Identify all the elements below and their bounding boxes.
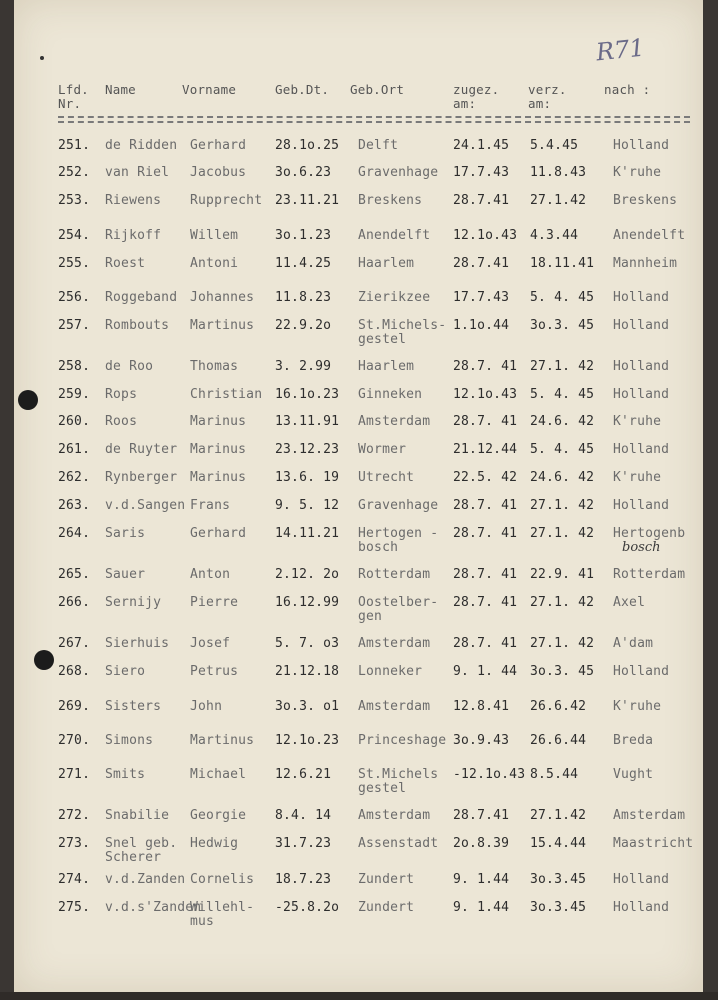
- table-row: [0, 166, 718, 186]
- row-geb-datum: 3. 2.99: [275, 359, 332, 374]
- row-name: de Roo: [105, 359, 154, 374]
- row-geb-datum: 13.6. 19: [275, 470, 340, 485]
- row-vorname: Josef: [190, 636, 231, 651]
- table-header: [0, 82, 718, 111]
- row-geb-datum: 22.9.2o: [275, 318, 332, 333]
- row-geb-datum: 9. 5. 12: [275, 498, 340, 513]
- row-nach: Holland: [613, 664, 670, 679]
- row-number: 264.: [58, 526, 91, 541]
- row-number: 254.: [58, 228, 91, 243]
- row-nach: Holland: [613, 900, 670, 915]
- row-name: de Ruyter: [105, 442, 178, 457]
- row-verzogen: 27.1. 42: [530, 526, 595, 541]
- row-number: 272.: [58, 808, 91, 823]
- row-vorname: Rupprecht: [190, 193, 263, 208]
- row-geb-datum: 16.12.99: [275, 595, 340, 610]
- row-nach: Holland: [613, 290, 670, 305]
- row-vorname: Pierre: [190, 595, 239, 610]
- row-geb-ort: Amsterdam: [358, 414, 431, 429]
- row-geb-datum: 21.12.18: [275, 664, 340, 679]
- row-name: de Ridden: [105, 138, 178, 153]
- row-geb-ort: Breskens: [358, 193, 423, 208]
- row-name: Siero: [105, 664, 146, 679]
- row-geb-datum: 11.4.25: [275, 256, 332, 271]
- row-vorname: Frans: [190, 498, 231, 513]
- row-number: 258.: [58, 359, 91, 374]
- row-geb-datum: 18.7.23: [275, 872, 332, 887]
- row-geb-datum: 13.11.91: [275, 414, 340, 429]
- row-number: 253.: [58, 193, 91, 208]
- table-row: [0, 665, 718, 685]
- header-rule: [58, 116, 690, 118]
- table-row: [0, 526, 718, 555]
- table-row: [0, 595, 718, 624]
- row-geb-ort: Princeshage: [358, 733, 447, 748]
- row-zugezogen: 22.5. 42: [453, 470, 518, 485]
- row-name: Roos: [105, 414, 138, 429]
- row-zugezogen: 17.7.43: [453, 290, 510, 305]
- header-rule: [58, 121, 690, 123]
- table-row: [0, 388, 718, 408]
- row-geb-datum: 31.7.23: [275, 836, 332, 851]
- row-verzogen: 24.6. 42: [530, 414, 595, 429]
- row-geb-datum: 3o.1.23: [275, 228, 332, 243]
- row-geb-datum: 3o.3. o1: [275, 699, 340, 714]
- row-vorname: Martinus: [190, 733, 255, 748]
- row-nach: Holland: [613, 872, 670, 887]
- row-number: 275.: [58, 900, 91, 915]
- row-zugezogen: 12.1o.43: [453, 228, 518, 243]
- row-nach: Holland: [613, 387, 670, 402]
- row-geb-ort: Zundert: [358, 900, 415, 915]
- row-geb-ort: Utrecht: [358, 470, 415, 485]
- header-verzogen: verz. am:: [528, 82, 567, 111]
- table-row: [0, 194, 718, 214]
- row-name: Rijkoff: [105, 228, 162, 243]
- row-geb-ort: Rotterdam: [358, 567, 431, 582]
- row-geb-ort: Gravenhage: [358, 165, 439, 180]
- row-name: Smits: [105, 767, 146, 782]
- row-geb-datum: 23.11.21: [275, 193, 340, 208]
- row-zugezogen: 2o.8.39: [453, 836, 510, 851]
- row-verzogen: 3o.3.45: [530, 872, 587, 887]
- table-row: [0, 360, 718, 380]
- row-name: Simons: [105, 733, 154, 748]
- table-row: [0, 139, 718, 159]
- row-number: 252.: [58, 165, 91, 180]
- row-vorname: Jacobus: [190, 165, 247, 180]
- row-zugezogen: 12.8.41: [453, 699, 510, 714]
- table-row: [0, 257, 718, 277]
- row-nach: Holland: [613, 318, 670, 333]
- row-verzogen: 26.6.42: [530, 699, 587, 714]
- row-number: 270.: [58, 733, 91, 748]
- header-nach: nach :: [604, 82, 651, 97]
- row-number: 269.: [58, 699, 91, 714]
- ink-dot: [40, 56, 44, 60]
- row-geb-ort: Zierikzee: [358, 290, 431, 305]
- table-row: [0, 415, 718, 435]
- row-name: v.d.Sangen: [105, 498, 186, 513]
- row-verzogen: 3o.3. 45: [530, 318, 595, 333]
- table-row: [0, 836, 718, 865]
- row-geb-ort: Lonneker: [358, 664, 423, 679]
- row-name: Snabilie: [105, 808, 170, 823]
- row-zugezogen: 28.7. 41: [453, 498, 518, 513]
- row-geb-ort: Amsterdam: [358, 636, 431, 651]
- row-zugezogen: 9. 1.44: [453, 872, 510, 887]
- row-nach: K'ruhe: [613, 699, 662, 714]
- row-geb-ort: Wormer: [358, 442, 407, 457]
- table-row: [0, 499, 718, 519]
- row-zugezogen: 28.7.41: [453, 256, 510, 271]
- table-row: [0, 734, 718, 754]
- row-geb-ort: Haarlem: [358, 256, 415, 271]
- row-name: Sauer: [105, 567, 146, 582]
- row-zugezogen: 28.7. 41: [453, 636, 518, 651]
- row-geb-ort: Haarlem: [358, 359, 415, 374]
- row-name: Riewens: [105, 193, 162, 208]
- row-name: v.d.s'Zanden: [105, 900, 202, 915]
- row-geb-ort: Gravenhage: [358, 498, 439, 513]
- row-verzogen: 5. 4. 45: [530, 387, 595, 402]
- row-verzogen: 22.9. 41: [530, 567, 595, 582]
- row-verzogen: 27.1. 42: [530, 636, 595, 651]
- row-geb-ort: Delft: [358, 138, 399, 153]
- row-nach: Anendelft: [613, 228, 686, 243]
- row-zugezogen: 28.7. 41: [453, 595, 518, 610]
- row-vorname: Antoni: [190, 256, 239, 271]
- row-nach: A'dam: [613, 636, 654, 651]
- row-geb-datum: 12.6.21: [275, 767, 332, 782]
- row-vorname: Willem: [190, 228, 239, 243]
- row-vorname: Petrus: [190, 664, 239, 679]
- table-row: [0, 568, 718, 588]
- row-verzogen: 27.1. 42: [530, 359, 595, 374]
- row-verzogen: 18.11.41: [530, 256, 595, 271]
- row-number: 267.: [58, 636, 91, 651]
- row-vorname: Marinus: [190, 442, 247, 457]
- row-zugezogen: 3o.9.43: [453, 733, 510, 748]
- row-geb-ort: Zundert: [358, 872, 415, 887]
- row-verzogen: 4.3.44: [530, 228, 579, 243]
- row-nach: Holland: [613, 498, 670, 513]
- row-vorname: Gerhard: [190, 138, 247, 153]
- row-geb-datum: 5. 7. o3: [275, 636, 340, 651]
- archive-stamp: R71: [594, 33, 646, 67]
- header-name: Name: [105, 82, 136, 97]
- row-geb-datum: 23.12.23: [275, 442, 340, 457]
- row-nach: Holland: [613, 442, 670, 457]
- row-geb-ort: Hertogen - bosch: [358, 526, 439, 555]
- row-nach: K'ruhe: [613, 165, 662, 180]
- row-geb-datum: -25.8.2o: [275, 900, 340, 915]
- row-vorname: Hedwig: [190, 836, 239, 851]
- row-nach: K'ruhe: [613, 414, 662, 429]
- row-nach: Vught: [613, 767, 654, 782]
- row-number: 262.: [58, 470, 91, 485]
- table-row: [0, 443, 718, 463]
- row-number: 273.: [58, 836, 91, 851]
- table-row: [0, 873, 718, 893]
- row-vorname: Johannes: [190, 290, 255, 305]
- row-verzogen: 15.4.44: [530, 836, 587, 851]
- row-nach: Mannheim: [613, 256, 678, 271]
- row-verzogen: 8.5.44: [530, 767, 579, 782]
- row-vorname: Cornelis: [190, 872, 255, 887]
- row-zugezogen: 21.12.44: [453, 442, 518, 457]
- row-zugezogen: -12.1o.43: [453, 767, 526, 782]
- row-vorname: Christian: [190, 387, 263, 402]
- row-name: Rynberger: [105, 470, 178, 485]
- row-verzogen: 27.1.42: [530, 808, 587, 823]
- row-verzogen: 5. 4. 45: [530, 442, 595, 457]
- row-verzogen: 27.1. 42: [530, 595, 595, 610]
- row-number: 274.: [58, 872, 91, 887]
- table-row: [0, 637, 718, 657]
- row-number: 271.: [58, 767, 91, 782]
- row-nach: Axel: [613, 595, 646, 610]
- row-geb-ort: Amsterdam: [358, 808, 431, 823]
- row-name: Snel geb. Scherer: [105, 836, 178, 865]
- row-nach: Breda: [613, 733, 654, 748]
- row-geb-datum: 2.12. 2o: [275, 567, 340, 582]
- row-geb-datum: 12.1o.23: [275, 733, 340, 748]
- header-geb-datum: Geb.Dt.: [275, 82, 330, 97]
- row-zugezogen: 9. 1.44: [453, 900, 510, 915]
- row-vorname: Thomas: [190, 359, 239, 374]
- row-zugezogen: 28.7. 41: [453, 567, 518, 582]
- row-geb-ort: Anendelft: [358, 228, 431, 243]
- row-geb-datum: 14.11.21: [275, 526, 340, 541]
- row-name: Sierhuis: [105, 636, 170, 651]
- row-zugezogen: 12.1o.43: [453, 387, 518, 402]
- row-vorname: Gerhard: [190, 526, 247, 541]
- row-vorname: Willehl- mus: [190, 900, 255, 929]
- header-zugezogen: zugez. am:: [453, 82, 500, 111]
- row-zugezogen: 1.1o.44: [453, 318, 510, 333]
- row-verzogen: 26.6.44: [530, 733, 587, 748]
- row-name: van Riel: [105, 165, 170, 180]
- row-verzogen: 5.4.45: [530, 138, 579, 153]
- row-verzogen: 3o.3. 45: [530, 664, 595, 679]
- row-nach: Holland: [613, 359, 670, 374]
- row-number: 255.: [58, 256, 91, 271]
- row-verzogen: 11.8.43: [530, 165, 587, 180]
- handwritten-note: bosch: [622, 540, 661, 555]
- row-number: 257.: [58, 318, 91, 333]
- row-geb-ort: St.Michels- gestel: [358, 318, 447, 347]
- row-geb-ort: St.Michels gestel: [358, 767, 439, 796]
- row-geb-datum: 8.4. 14: [275, 808, 332, 823]
- row-name: Sisters: [105, 699, 162, 714]
- row-geb-ort: Amsterdam: [358, 699, 431, 714]
- row-vorname: Anton: [190, 567, 231, 582]
- row-number: 266.: [58, 595, 91, 610]
- row-number: 265.: [58, 567, 91, 582]
- row-number: 256.: [58, 290, 91, 305]
- table-row: [0, 471, 718, 491]
- header-vorname: Vorname: [182, 82, 237, 97]
- row-vorname: John: [190, 699, 223, 714]
- row-zugezogen: 9. 1. 44: [453, 664, 518, 679]
- row-zugezogen: 28.7.41: [453, 193, 510, 208]
- row-nach: Breskens: [613, 193, 678, 208]
- row-geb-ort: Ginneken: [358, 387, 423, 402]
- row-verzogen: 5. 4. 45: [530, 290, 595, 305]
- header-geb-ort: Geb.Ort: [350, 82, 405, 97]
- table-row: [0, 809, 718, 829]
- table-row: [0, 767, 718, 796]
- row-vorname: Georgie: [190, 808, 247, 823]
- row-nach: Maastricht: [613, 836, 694, 851]
- row-number: 261.: [58, 442, 91, 457]
- row-vorname: Marinus: [190, 414, 247, 429]
- table-row: [0, 291, 718, 311]
- row-number: 251.: [58, 138, 91, 153]
- row-verzogen: 24.6. 42: [530, 470, 595, 485]
- row-name: Roggeband: [105, 290, 178, 305]
- row-number: 260.: [58, 414, 91, 429]
- row-nach: K'ruhe: [613, 470, 662, 485]
- row-geb-datum: 28.1o.25: [275, 138, 340, 153]
- row-name: v.d.Zanden: [105, 872, 186, 887]
- header-nr: Lfd. Nr.: [58, 82, 89, 111]
- table-row: [0, 700, 718, 720]
- row-name: Saris: [105, 526, 146, 541]
- row-zugezogen: 24.1.45: [453, 138, 510, 153]
- row-name: Sernijy: [105, 595, 162, 610]
- page-edge: [0, 992, 718, 1000]
- row-nach: Hertogenb: [613, 526, 686, 541]
- row-geb-ort: Oostelber- gen: [358, 595, 439, 624]
- row-number: 263.: [58, 498, 91, 513]
- table-row: [0, 229, 718, 249]
- row-vorname: Marinus: [190, 470, 247, 485]
- row-geb-datum: 16.1o.23: [275, 387, 340, 402]
- row-name: Roest: [105, 256, 146, 271]
- row-zugezogen: 28.7.41: [453, 808, 510, 823]
- row-geb-ort: Assenstadt: [358, 836, 439, 851]
- row-zugezogen: 28.7. 41: [453, 359, 518, 374]
- row-verzogen: 27.1.42: [530, 193, 587, 208]
- row-zugezogen: 17.7.43: [453, 165, 510, 180]
- row-nach: Rotterdam: [613, 567, 686, 582]
- table-row: [0, 900, 718, 929]
- row-zugezogen: 28.7. 41: [453, 526, 518, 541]
- row-zugezogen: 28.7. 41: [453, 414, 518, 429]
- row-vorname: Martinus: [190, 318, 255, 333]
- row-geb-datum: 3o.6.23: [275, 165, 332, 180]
- table-row: [0, 318, 718, 347]
- row-nach: Holland: [613, 138, 670, 153]
- row-name: Rops: [105, 387, 138, 402]
- row-nach: Amsterdam: [613, 808, 686, 823]
- row-name: Rombouts: [105, 318, 170, 333]
- row-verzogen: 27.1. 42: [530, 498, 595, 513]
- row-verzogen: 3o.3.45: [530, 900, 587, 915]
- row-number: 268.: [58, 664, 91, 679]
- row-vorname: Michael: [190, 767, 247, 782]
- row-geb-datum: 11.8.23: [275, 290, 332, 305]
- row-number: 259.: [58, 387, 91, 402]
